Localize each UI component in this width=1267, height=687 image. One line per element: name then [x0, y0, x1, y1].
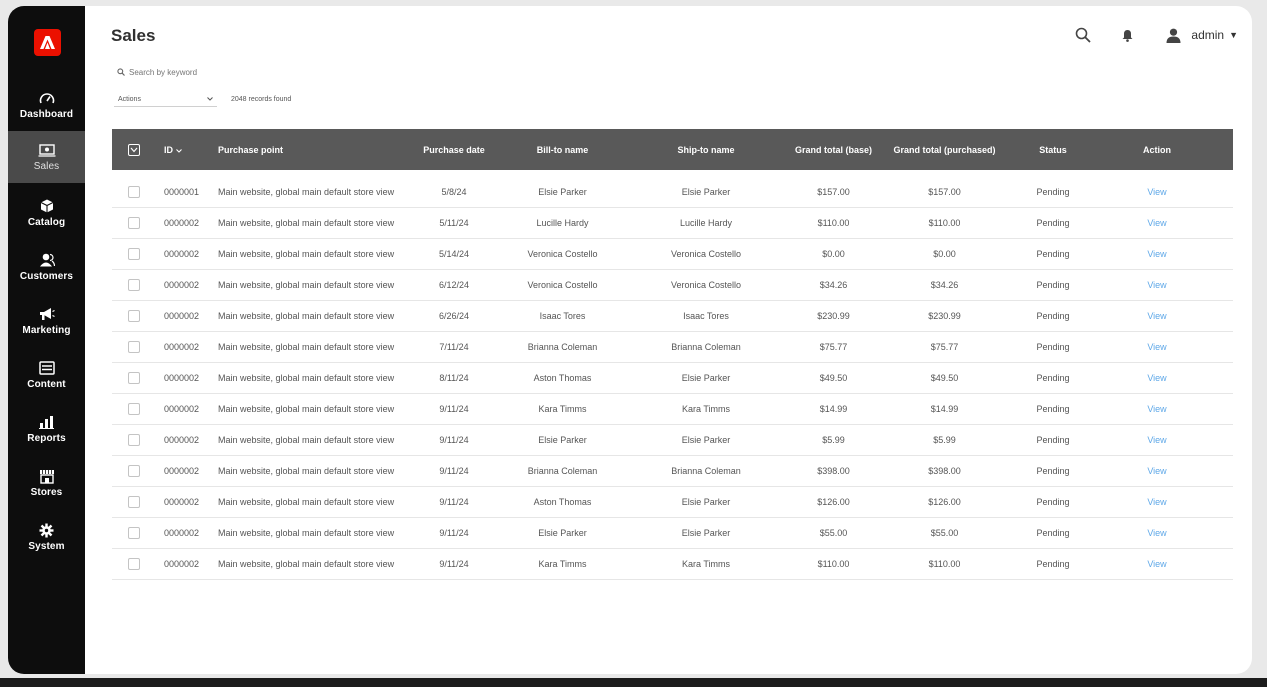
action-cell — [1103, 528, 1211, 538]
bill-to-name: Elsie Parker — [538, 435, 587, 445]
order-id: 0000001 — [164, 187, 200, 197]
status: Pending — [1036, 497, 1070, 507]
purchase-point: Main website, global main default store view — [218, 466, 395, 476]
row-checkbox-cell — [112, 403, 156, 415]
grand-total-purchased: $398.00 — [928, 466, 961, 476]
sidebar-item-reports[interactable] — [8, 403, 85, 455]
bill-to-name: Veronica Costello — [527, 249, 598, 259]
order-id: 0000002 — [164, 435, 200, 445]
search-bar — [117, 63, 289, 81]
ship-to-name: Elsie Parker — [681, 528, 731, 538]
view-link[interactable]: View — [1147, 528, 1167, 538]
ship-to-name: Elsie Parker — [681, 187, 731, 197]
column-header-purchase-date[interactable]: Purchase date — [423, 144, 485, 155]
table-body — [112, 177, 1233, 580]
purchase-point: Main website, global main default store view — [218, 187, 395, 197]
action-cell — [1103, 435, 1211, 445]
row-checkbox-cell — [112, 496, 156, 508]
status: Pending — [1036, 435, 1070, 445]
status: Pending — [1036, 466, 1070, 476]
column-header-ship-to-name[interactable]: Ship-to name — [677, 144, 735, 155]
view-link[interactable]: View — [1147, 187, 1167, 197]
row-checkbox[interactable] — [128, 403, 140, 415]
sidebar-item-dashboard[interactable] — [8, 79, 85, 131]
view-link[interactable]: View — [1147, 404, 1167, 414]
order-id: 0000002 — [164, 373, 200, 383]
row-checkbox-cell — [112, 372, 156, 384]
select-all-checkbox[interactable] — [128, 144, 140, 156]
order-id: 0000002 — [164, 559, 200, 569]
order-id: 0000002 — [164, 280, 200, 290]
purchase-date: 5/11/24 — [439, 218, 469, 228]
sidebar-item-label: Customers — [19, 271, 74, 282]
purchase-point: Main website, global main default store view — [218, 497, 395, 507]
action-cell — [1103, 218, 1211, 228]
header-checkbox-cell — [112, 144, 156, 156]
action-cell — [1103, 559, 1211, 569]
sidebar — [8, 6, 85, 674]
grand-total-base: $49.50 — [819, 373, 848, 383]
table-row — [112, 456, 1233, 487]
view-link[interactable]: View — [1147, 373, 1167, 383]
bill-to-name: Kara Timms — [538, 559, 587, 569]
actions-label: Actions — [118, 95, 141, 103]
status: Pending — [1036, 404, 1070, 414]
table-row — [112, 549, 1233, 580]
sidebar-item-customers[interactable] — [8, 241, 85, 293]
sidebar-item-sales[interactable] — [8, 131, 85, 183]
grand-total-base: $0.00 — [822, 249, 845, 259]
bill-to-name: Aston Thomas — [533, 373, 592, 383]
action-cell — [1103, 280, 1211, 290]
purchase-date: 9/11/24 — [439, 404, 469, 414]
purchase-date: 5/8/24 — [441, 187, 467, 197]
user-menu[interactable] — [1163, 25, 1238, 45]
purchase-point: Main website, global main default store view — [218, 404, 395, 414]
bill-to-name: Veronica Costello — [527, 280, 598, 290]
order-id: 0000002 — [164, 497, 200, 507]
ship-to-name: Elsie Parker — [681, 497, 731, 507]
search-icon — [117, 63, 125, 81]
grand-total-base: $14.99 — [819, 404, 848, 414]
bell-icon[interactable] — [1117, 25, 1137, 45]
purchase-date: 7/11/24 — [439, 342, 469, 352]
grand-total-purchased: $34.26 — [930, 280, 959, 290]
purchase-point: Main website, global main default store view — [218, 528, 395, 538]
ship-to-name: Elsie Parker — [681, 373, 731, 383]
grand-total-base: $398.00 — [817, 466, 850, 476]
action-cell — [1103, 187, 1211, 197]
customers-icon — [38, 252, 56, 268]
table-row — [112, 177, 1233, 208]
bill-to-name: Brianna Coleman — [527, 466, 598, 476]
ship-to-name: Elsie Parker — [681, 435, 731, 445]
grand-total-base: $110.00 — [817, 218, 850, 228]
table-row — [112, 301, 1233, 332]
grand-total-base: $230.99 — [817, 311, 850, 321]
view-link[interactable]: View — [1147, 497, 1167, 507]
view-link[interactable]: View — [1147, 311, 1167, 321]
view-link[interactable]: View — [1147, 249, 1167, 259]
purchase-date: 9/11/24 — [439, 528, 469, 538]
view-link[interactable]: View — [1147, 559, 1167, 569]
action-cell — [1103, 342, 1211, 352]
grand-total-purchased: $110.00 — [928, 218, 961, 228]
row-checkbox-cell — [112, 341, 156, 353]
search-input[interactable] — [129, 68, 289, 77]
purchase-point: Main website, global main default store view — [218, 373, 395, 383]
row-checkbox-cell — [112, 279, 156, 291]
action-cell — [1103, 404, 1211, 414]
bottom-bar — [0, 678, 1267, 687]
status: Pending — [1036, 528, 1070, 538]
row-checkbox-cell — [112, 434, 156, 446]
sidebar-item-label: Marketing — [22, 325, 71, 336]
table-row — [112, 487, 1233, 518]
sidebar-item-content[interactable] — [8, 349, 85, 401]
row-checkbox[interactable] — [128, 465, 140, 477]
grand-total-purchased: $110.00 — [928, 559, 961, 569]
view-link[interactable]: View — [1147, 218, 1167, 228]
app-window — [8, 6, 1252, 674]
row-checkbox[interactable] — [128, 248, 140, 260]
sidebar-item-catalog[interactable] — [8, 187, 85, 239]
sidebar-item-marketing[interactable] — [8, 295, 85, 347]
table-row — [112, 394, 1233, 425]
grand-total-purchased: $55.00 — [930, 528, 959, 538]
status: Pending — [1036, 311, 1070, 321]
purchase-point: Main website, global main default store view — [218, 559, 395, 569]
row-checkbox-cell — [112, 465, 156, 477]
search-icon[interactable] — [1073, 25, 1093, 45]
user-name: admin — [1191, 28, 1225, 42]
row-checkbox[interactable] — [128, 310, 140, 322]
column-header-action: Action — [1143, 144, 1171, 155]
view-link[interactable]: View — [1147, 435, 1167, 445]
records-count: 2048 records found — [231, 96, 292, 103]
bill-to-name: Kara Timms — [538, 404, 587, 414]
purchase-date: 6/12/24 — [438, 280, 470, 290]
column-header-grand-total-base[interactable]: Grand total (base) — [794, 144, 872, 155]
megaphone-icon — [38, 306, 56, 322]
ship-to-name: Veronica Costello — [670, 280, 742, 290]
top-actions — [1073, 24, 1238, 46]
gear-icon — [38, 522, 56, 538]
sidebar-item-label: Sales — [33, 161, 60, 172]
table-row — [112, 208, 1233, 239]
column-header-bill-to-name[interactable]: Bill-to name — [536, 144, 589, 155]
sales-icon — [38, 142, 56, 158]
purchase-date: 6/26/24 — [438, 311, 470, 321]
action-cell — [1103, 373, 1211, 383]
chevron-down-icon — [207, 96, 213, 103]
row-checkbox-cell — [112, 310, 156, 322]
grand-total-purchased: $5.99 — [933, 435, 956, 445]
action-cell — [1103, 497, 1211, 507]
table-row — [112, 425, 1233, 456]
sidebar-item-label: Content — [27, 379, 66, 390]
table-header — [112, 129, 1233, 170]
bill-to-name: Elsie Parker — [538, 528, 587, 538]
ship-to-name: Kara Timms — [681, 559, 730, 569]
chevron-down-icon — [176, 145, 182, 155]
purchase-point: Main website, global main default store view — [218, 249, 395, 259]
purchase-date: 5/14/24 — [438, 249, 470, 259]
bill-to-name: Elsie Parker — [538, 187, 587, 197]
bill-to-name: Isaac Tores — [539, 311, 586, 321]
column-header-status[interactable]: Status — [1039, 144, 1067, 155]
ship-to-name: Brianna Coleman — [671, 466, 741, 476]
row-checkbox[interactable] — [128, 434, 140, 446]
grand-total-base: $34.26 — [819, 280, 848, 290]
order-id: 0000002 — [164, 218, 200, 228]
table-row — [112, 363, 1233, 394]
row-checkbox-cell — [112, 217, 156, 229]
row-checkbox[interactable] — [128, 496, 140, 508]
row-checkbox[interactable] — [128, 372, 140, 384]
table-row — [112, 518, 1233, 549]
grand-total-base: $126.00 — [817, 497, 850, 507]
order-id: 0000002 — [164, 342, 200, 352]
purchase-point: Main website, global main default store view — [218, 435, 395, 445]
action-cell — [1103, 311, 1211, 321]
purchase-point: Main website, global main default store view — [218, 218, 395, 228]
user-icon — [1163, 25, 1183, 45]
row-checkbox-cell — [112, 186, 156, 198]
grand-total-purchased: $49.50 — [930, 373, 959, 383]
row-checkbox-cell — [112, 527, 156, 539]
grand-total-base: $55.00 — [819, 528, 848, 538]
grand-total-base: $110.00 — [817, 559, 850, 569]
ship-to-name: Isaac Tores — [683, 311, 729, 321]
order-id: 0000002 — [164, 311, 200, 321]
sidebar-item-label: System — [28, 541, 65, 552]
purchase-date: 8/11/24 — [439, 373, 469, 383]
grand-total-purchased: $0.00 — [933, 249, 956, 259]
grand-total-purchased: $230.99 — [928, 311, 961, 321]
purchase-date: 9/11/24 — [439, 497, 469, 507]
row-checkbox[interactable] — [128, 279, 140, 291]
grand-total-purchased: $14.99 — [930, 404, 959, 414]
status: Pending — [1036, 373, 1070, 383]
column-header-label: ID — [164, 144, 173, 155]
purchase-date: 9/11/24 — [439, 435, 469, 445]
status: Pending — [1036, 559, 1070, 569]
grand-total-purchased: $157.00 — [928, 187, 961, 197]
grand-total-purchased: $75.77 — [930, 342, 959, 352]
order-id: 0000002 — [164, 249, 200, 259]
view-link[interactable]: View — [1147, 280, 1167, 290]
bar-chart-icon — [38, 414, 56, 430]
purchase-date: 9/11/24 — [439, 466, 469, 476]
storefront-icon — [38, 468, 56, 484]
ship-to-name: Lucille Hardy — [679, 218, 733, 228]
sidebar-item-label: Dashboard — [19, 109, 74, 120]
ship-to-name: Kara Timms — [681, 404, 730, 414]
sidebar-item-system[interactable] — [8, 511, 85, 563]
adobe-logo[interactable] — [34, 29, 61, 56]
toolbar — [114, 92, 291, 107]
table-row — [112, 270, 1233, 301]
purchase-point: Main website, global main default store view — [218, 311, 395, 321]
order-id: 0000002 — [164, 528, 200, 538]
column-header-grand-total-purchased[interactable]: Grand total (purchased) — [893, 144, 996, 155]
column-header-purchase-point[interactable]: Purchase point — [218, 144, 284, 155]
order-id: 0000002 — [164, 466, 200, 476]
bill-to-name: Aston Thomas — [533, 497, 592, 507]
ship-to-name: Veronica Costello — [670, 249, 742, 259]
content-icon — [38, 360, 56, 376]
sidebar-item-label: Reports — [27, 433, 66, 444]
column-header-id[interactable] — [156, 145, 208, 155]
status: Pending — [1036, 218, 1070, 228]
grand-total-base: $5.99 — [822, 435, 845, 445]
action-cell — [1103, 249, 1211, 259]
table-row — [112, 239, 1233, 270]
row-checkbox[interactable] — [128, 217, 140, 229]
status: Pending — [1036, 280, 1070, 290]
row-checkbox[interactable] — [128, 341, 140, 353]
chevron-down-icon: ▼ — [1229, 30, 1238, 40]
sidebar-item-stores[interactable] — [8, 457, 85, 509]
row-checkbox[interactable] — [128, 558, 140, 570]
bill-to-name: Brianna Coleman — [527, 342, 598, 352]
sidebar-item-label: Catalog — [27, 217, 66, 228]
dashboard-icon — [38, 90, 56, 106]
view-link[interactable]: View — [1147, 342, 1167, 352]
grand-total-purchased: $126.00 — [928, 497, 961, 507]
row-checkbox[interactable] — [128, 186, 140, 198]
row-checkbox[interactable] — [128, 527, 140, 539]
purchase-point: Main website, global main default store view — [218, 342, 395, 352]
status: Pending — [1036, 342, 1070, 352]
purchase-point: Main website, global main default store view — [218, 280, 395, 290]
catalog-icon — [38, 198, 56, 214]
ship-to-name: Brianna Coleman — [671, 342, 741, 352]
bill-to-name: Lucille Hardy — [536, 218, 589, 228]
grand-total-base: $75.77 — [819, 342, 848, 352]
page-title: Sales — [111, 26, 156, 45]
status: Pending — [1036, 187, 1070, 197]
sidebar-item-label: Stores — [30, 487, 63, 498]
grand-total-base: $157.00 — [817, 187, 850, 197]
order-id: 0000002 — [164, 404, 200, 414]
status: Pending — [1036, 249, 1070, 259]
sales-table — [112, 129, 1233, 580]
row-checkbox-cell — [112, 248, 156, 260]
row-checkbox-cell — [112, 558, 156, 570]
actions-dropdown[interactable] — [114, 92, 217, 107]
view-link[interactable]: View — [1147, 466, 1167, 476]
action-cell — [1103, 466, 1211, 476]
purchase-date: 9/11/24 — [439, 559, 469, 569]
table-row — [112, 332, 1233, 363]
